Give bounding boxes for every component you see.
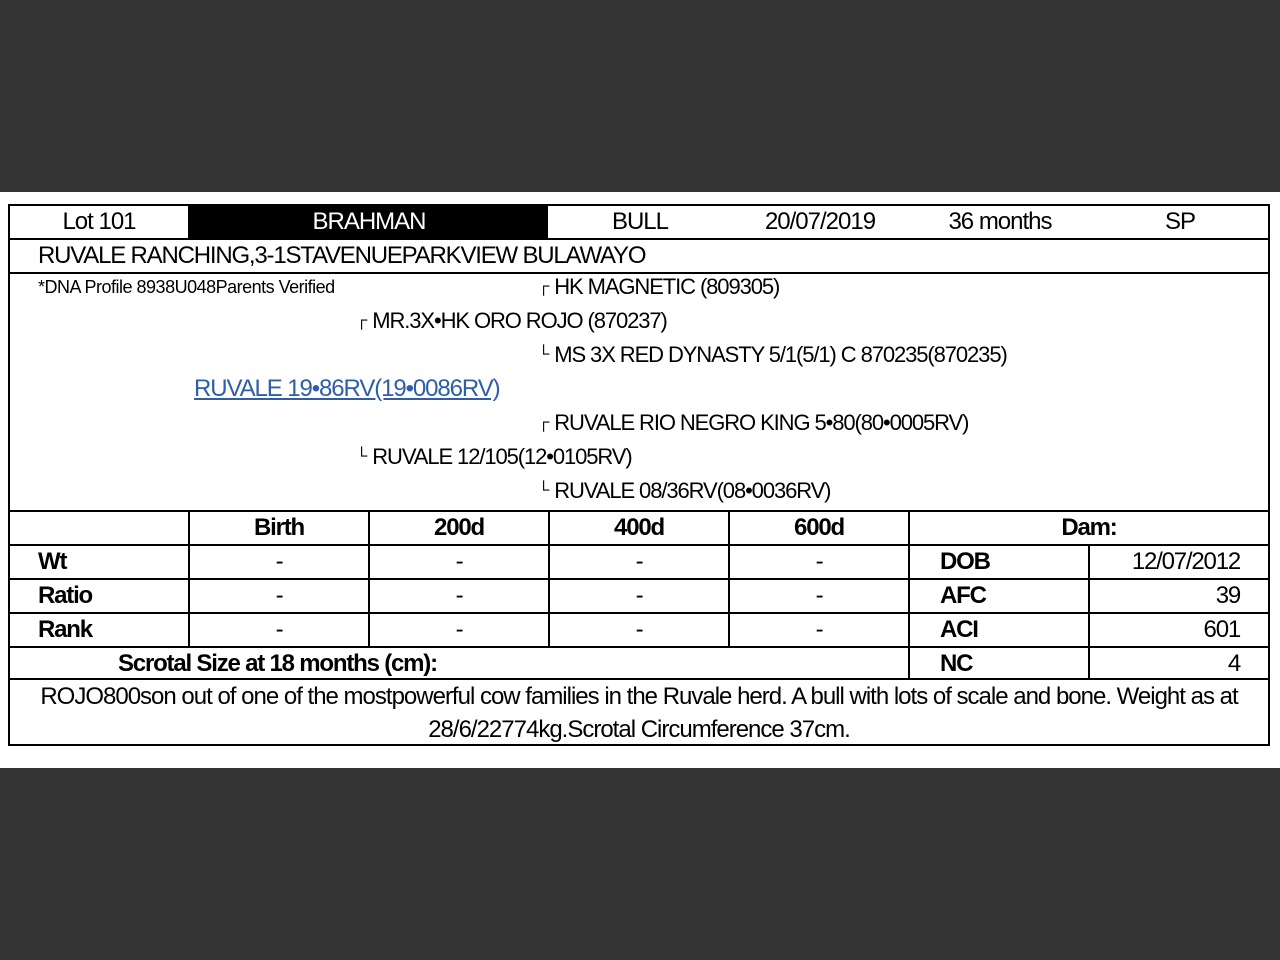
table-cell: - (275, 616, 283, 643)
sire-sire (538, 272, 779, 302)
bracket-bottom-icon: └ (538, 482, 549, 499)
sire (356, 306, 667, 336)
table-cell: - (635, 616, 643, 643)
sire-dam-name: MS 3X RED DYNASTY 5/1(5/1) C 870235(870235) (554, 342, 1007, 367)
dam-field-label: ACI (940, 616, 978, 643)
bracket-bottom-icon: └ (356, 448, 367, 465)
owner-row (10, 240, 1268, 272)
bracket-top-icon: ┌ (538, 414, 549, 431)
divider (1088, 546, 1090, 680)
category-label: SP (1164, 208, 1195, 235)
column-header: 200d (434, 514, 484, 541)
divider (10, 612, 1268, 614)
dam-field-label: AFC (940, 582, 986, 609)
row-label: Rank (38, 616, 92, 643)
sire-name: MR.3X•HK ORO ROJO (870237) (372, 308, 667, 333)
subject-animal (194, 374, 500, 404)
birth-date: 20/07/2019 (764, 208, 876, 235)
sex-label: BULL (611, 208, 669, 235)
performance-table (10, 512, 1268, 680)
dam-field-value: 601 (1203, 616, 1240, 643)
column-header: Birth (254, 514, 304, 541)
divider (10, 646, 1268, 648)
dam-sire-name: RUVALE RIO NEGRO KING 5•80(80•0005RV) (554, 410, 969, 435)
dam-field-value: 39 (1215, 582, 1240, 609)
dna-note: *DNA Profile 8938U048Parents Verified (38, 276, 335, 297)
row-label: Wt (38, 548, 67, 575)
subject-animal-link[interactable]: RUVALE 19•86RV(19•0086RV) (194, 375, 500, 402)
table-cell: - (275, 548, 283, 575)
table-cell: - (815, 582, 823, 609)
dam-field-label: DOB (940, 548, 990, 575)
sire-sire-name: HK MAGNETIC (809305) (554, 274, 780, 299)
table-cell: - (455, 582, 463, 609)
column-header: 600d (794, 514, 844, 541)
sire-dam (538, 340, 1007, 370)
divider (908, 512, 910, 680)
dam-header: Dam: (1061, 514, 1117, 541)
table-cell: - (635, 548, 643, 575)
lot-comment: ROJO800son out of one of the mostpowerful cow families in the Ruvale herd. A bull with lots of scale and bone. Weight as at 28/6/22774kg.Scrotal Circumference 37cm. (40, 683, 1238, 743)
dam (356, 442, 632, 472)
lot-card (8, 204, 1270, 746)
pedigree-section (10, 274, 1268, 510)
divider (10, 578, 1268, 580)
divider (728, 512, 730, 646)
header-row (10, 206, 1268, 238)
table-cell: - (815, 548, 823, 575)
dam-name: RUVALE 12/105(12•0105RV) (372, 444, 632, 469)
nc-value: 4 (1227, 650, 1240, 677)
bracket-top-icon: ┌ (538, 278, 549, 295)
age-label: 36 months (948, 208, 1052, 235)
dam-sire (538, 408, 968, 438)
table-cell: - (275, 582, 283, 609)
column-header: 400d (614, 514, 664, 541)
nc-label: NC (940, 650, 973, 677)
scrotal-label: Scrotal Size at 18 months (cm): (118, 650, 437, 677)
table-cell: - (455, 548, 463, 575)
page-sheet (0, 192, 1280, 768)
dam-field-value: 12/07/2012 (1131, 548, 1240, 575)
bracket-bottom-icon: └ (538, 346, 549, 363)
lot-number: Lot 101 (62, 208, 136, 235)
divider (548, 512, 550, 646)
table-cell: - (455, 616, 463, 643)
row-label: Ratio (38, 582, 93, 609)
divider (188, 512, 190, 646)
owner-address: RUVALE RANCHING,3-1STAVENUEPARKVIEW BULAWAYO (38, 242, 646, 269)
dam-dam-name: RUVALE 08/36RV(08•0036RV) (554, 478, 831, 503)
dam-dam (538, 476, 830, 506)
bracket-top-icon: ┌ (356, 312, 367, 329)
breed-label: BRAHMAN (190, 206, 548, 238)
table-cell: - (635, 582, 643, 609)
divider (368, 512, 370, 646)
divider (10, 544, 1268, 546)
table-cell: - (815, 616, 823, 643)
divider (188, 206, 190, 238)
